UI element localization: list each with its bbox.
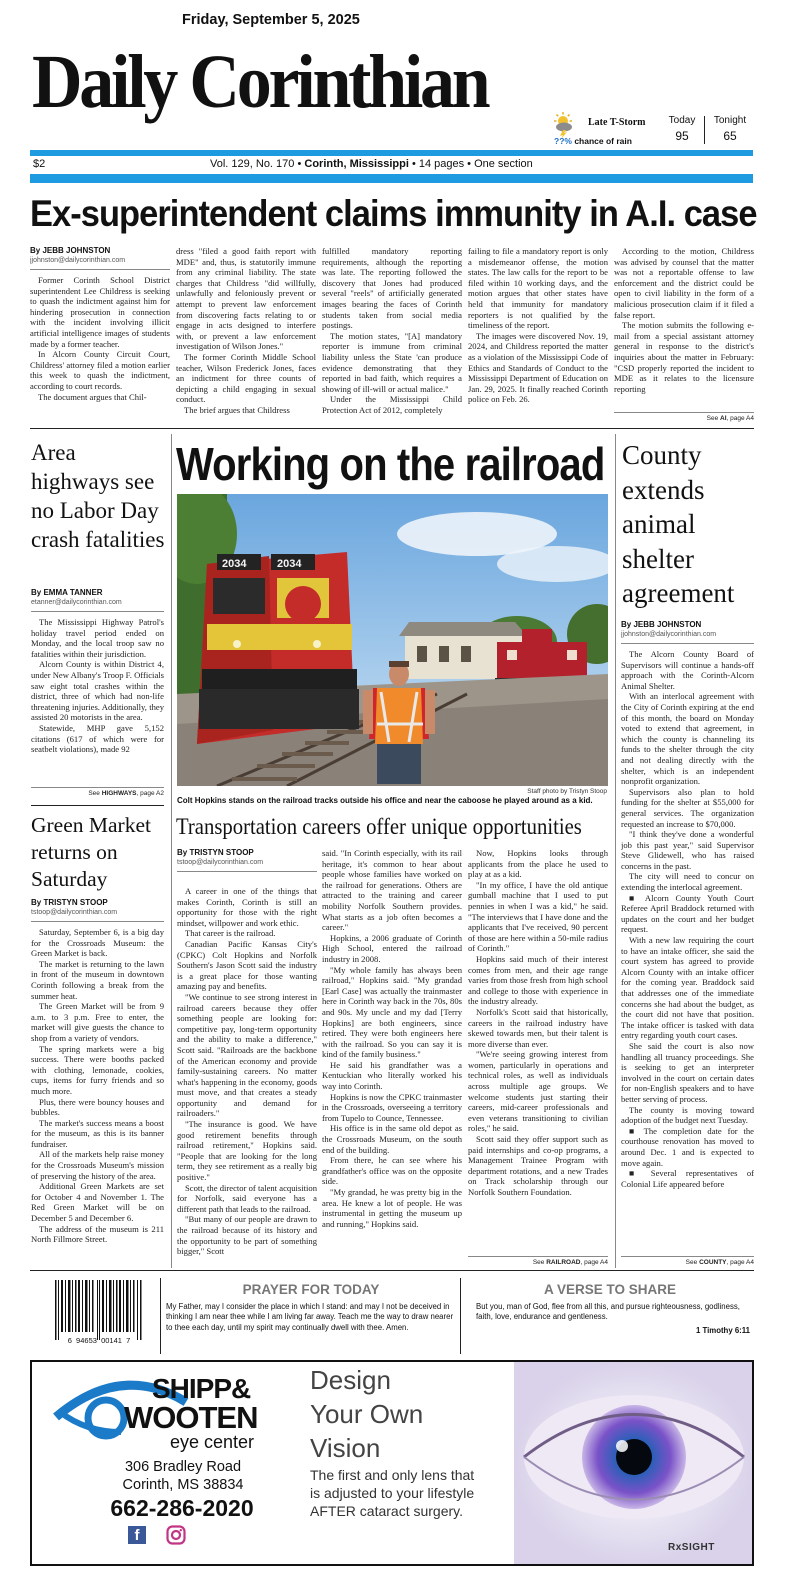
lead-col-5: According to the motion, Childress was advised by counsel that the matter was not a reportable offense to law enforcement and the district could be open to civil liability in the form of a malicious prosecution claim if it filed a false report. The motion submits the following e-mail from a special assistant attorney general in response to the district's inquiries about the matter in February: "CSD properly reported the incident to MDE as it relates to the licensure reporting bbox=[614, 246, 754, 394]
ad-tagline-3: AFTER cataract surgery. bbox=[310, 1503, 464, 1519]
volume-info: Vol. 129, No. 170 • bbox=[210, 158, 302, 170]
pages-info: • 14 pages • One section bbox=[411, 158, 533, 170]
barcode-digits: 6 94653 00141 7 bbox=[67, 1336, 131, 1345]
market-story: By TRISTYN STOOP tstoop@dailycorinthian.com Saturday, September 6, is a big day for the Crossroads Museum: the Green Market is back. The market is returning to the lawn in front of the museum in downtown Corinth following a break from the summer heat. The Green Market will be from 9 a.m. to 3 p.m. Free to enter, the market will give guests the chance to shop from a variety of vendors. The spring markets were a big success. There were booths packed with clothing, lemonade, cookies, cups, items for furry friends and so much more. Plus, there were bouncy houses and bubbles. The market's success means a boost for the museum, as this is its banner fundraiser. All of the markets help raise money for the Crossroads Museum's mission of preserving the history of the area. Additional Green Markets are set for October 4 and November 1. The Red Green Market will be on December 5 and December 6. The address of the museum is 211 North Fillmore Street. bbox=[31, 898, 164, 1245]
verse-reference: 1 Timothy 6:11 bbox=[695, 1326, 750, 1335]
sun-storm-icon bbox=[550, 112, 576, 138]
shelter-byline: By JEBB JOHNSTON bbox=[621, 620, 702, 629]
locomotive-number-right: 2034 bbox=[277, 558, 302, 570]
market-byline: By TRISTYN STOOP bbox=[31, 898, 108, 907]
railroad-photo-image bbox=[177, 494, 608, 786]
volume-line bbox=[210, 157, 533, 172]
lead-col-3: fulfilled mandatory reporting requirements, although the reporting was late. The reporting followed the discovery that Jones had produced several "reels" of artificially generated images bearing the faces of Corinth students taken from social media postings. The motion states, "[A] mandatory reporter is immune from criminal liability unless the State 'can produce evidence demonstrating that they reported in bad faith, which requires a showing of ill-will or actual malice." Under the Mississippi Child Protection Act of 2012, completely bbox=[322, 246, 462, 415]
lead-col1-text: Former Corinth School District superintendent Lee Childress is seeking to quash the indictment against him for hindering prosecution in connection with the incident involving illicit artificial intelligence images of students made by a former teacher. In Alcorn County Circuit Court, Childress' attorney filed a motion earlier this week to quash the indictment, according to court records. The document argues that Chil- bbox=[30, 275, 170, 402]
railroad-subheadline[interactable]: Transportation careers offer unique opportunities bbox=[176, 814, 582, 839]
weather-condition: Late T-Storm bbox=[588, 117, 646, 128]
ad-brand-line2: WOOTEN bbox=[124, 1400, 258, 1435]
ad-address-1: 306 Bradley Road bbox=[124, 1459, 242, 1475]
ad-phone[interactable]: 662-286-2020 bbox=[110, 1495, 254, 1521]
facebook-icon[interactable]: f bbox=[128, 1526, 146, 1544]
rain-percent: ??% bbox=[554, 136, 572, 146]
photo-credit: Staff photo by Tristyn Stoop bbox=[527, 788, 607, 795]
railroad-byline: By TRISTYN STOOP bbox=[177, 848, 254, 857]
ad-headline-2: Your Own bbox=[310, 1399, 424, 1429]
masthead-title: Daily Corinthian bbox=[32, 40, 488, 124]
rain-chance bbox=[554, 136, 632, 146]
lead-headline[interactable]: Ex-superintendent claims immunity in A.I. case bbox=[30, 193, 757, 234]
masthead-date: Friday, September 5, 2025 bbox=[182, 12, 360, 28]
highways-jump[interactable]: See HIGHWAYS, page A2 bbox=[31, 787, 164, 797]
ad-tagline-2: is adjusted to your lifestyle bbox=[310, 1485, 475, 1501]
today-label: Today bbox=[668, 115, 696, 126]
instagram-icon[interactable] bbox=[166, 1525, 186, 1545]
lead-col-1 bbox=[30, 246, 170, 418]
rain-label: chance of rain bbox=[574, 136, 632, 146]
highways-headline[interactable]: Area highways see no Labor Day crash fatalities bbox=[31, 440, 165, 552]
left-column-rule bbox=[171, 434, 172, 1268]
ad-headline-3: Vision bbox=[310, 1433, 381, 1463]
right-column-rule bbox=[615, 434, 616, 1268]
barcode bbox=[45, 1280, 153, 1352]
eye-artwork-image bbox=[514, 1362, 754, 1564]
ad-tagline-1: The first and only lens that bbox=[310, 1467, 475, 1483]
weather-divider bbox=[704, 116, 705, 144]
highways-story: By EMMA TANNER etanner@dailycorinthian.com The Mississippi Highway Patrol's holiday travel period ended on Monday, and the local troop saw no fatalities within their jurisdiction. Alcorn County is within District 4, under New Albany's Troop F. Officials saw eight total crashes within the district, three of which had non-life threatening injuries. Additionally, they assisted 20 motorists in the area. Statewide, MHP gave 5,152 citations (617 of which were for seatbelt violations), made 92 bbox=[31, 588, 164, 755]
prayer-title: PRAYER FOR TODAY bbox=[242, 1282, 380, 1297]
lead-jump[interactable]: See AI, page A4 bbox=[614, 412, 754, 422]
railroad-col-3: Now, Hopkins looks through applicants from the place he used to play at as a kid. "In my office, I have the old antique gumball machine that I used to put pennies in when I was a kid," he said. "The interviews that I have done and the applicants that I've received, 90 percent of those are here within a 50-mile radius of Corinth." Hopkins said much of their interest comes from men, and their age range varies from those fresh from high school and college to those with experience in the industry already. Norfolk's Scott said that historically, careers in the railroad industry have skewed towards men, but their talent is more diverse than ever. "We're seeing growing interest from women, particularly in operations and technical roles, as well as individuals across multiple age groups. We welcome students just starting their careers, mid-career professionals and even veterans transitioning to civilian roles," he said. Scott said they offer support such as paid internships and co-op programs, a Management Trainee Program with department rotations, and a new Trades on Track scholarship through our Norfolk Southern Foundation. bbox=[468, 848, 608, 1197]
shelter-jump[interactable]: See COUNTY, page A4 bbox=[621, 1256, 754, 1266]
railroad-headline[interactable]: Working on the railroad bbox=[176, 438, 605, 490]
lead-col-2: dress "filed a good faith report with MDE" and, thus, is statutorily immune from any criminal liability. The state charges that Childress "did willfully, unlawfully and feloniously prevent or attempt to prevent law enforcement from discovering facts relating to or engage in acts designed to interfere with, or prevent a law enforcement investigation of Wilson Jones." The former Corinth Middle School teacher, Wilson Frederick Jones, faces an indictment for three counts of depicting a child engaging in sexual conduct. The brief argues that Childress bbox=[176, 246, 316, 415]
highways-byline: By EMMA TANNER bbox=[31, 588, 103, 597]
rxsight-logo: RxSIGHT bbox=[668, 1542, 715, 1553]
ad-brand-line1: SHIPP& bbox=[152, 1373, 251, 1404]
verse-title: A VERSE TO SHARE bbox=[543, 1282, 677, 1297]
railroad-jump[interactable]: See RAILROAD, page A4 bbox=[468, 1256, 608, 1266]
today-temp: 95 bbox=[675, 129, 689, 143]
shelter-email[interactable]: jjohnston@dailycorinthian.com bbox=[621, 630, 754, 644]
verse-text: But you, man of God, flee from all this, and pursue righteousness, godliness, faith, love, endurance and gentleness. bbox=[476, 1302, 740, 1322]
photo-caption: Colt Hopkins stands on the railroad tracks outside his office and near the caboose he played around as a kid. bbox=[177, 796, 593, 805]
railroad-col-2: said. "In Corinth especially, with its rail heritage, it's common to hear about people whose families have worked on the railroad for generations. Others are attracted to the training and career mobility Norfolk Southern provides. What starts as a job often becomes a career." Hopkins, a 2006 graduate of Corinth High School, entered the railroad industry in 2008. "My whole family has always been railroad," Hopkins said. "My grandad [Earl Case] was actually the trainmaster here in Corinth way back in the 70s, 80s and 90s. My uncle and my dad [Terry Hopkins] are both engineers, since retired. They were both engineers here with the railroad. So you can say it is kind of the family business." He said his grandfather was a Kentuckian who literally worked his way into Corinth. Hopkins is now the CPKC trainmaster in the Crossroads, overseeing a territory from Tupelo to Counce, Tennessee. His office is in the same old depot as the Crossroads Museum, on the south end of the building. From there, he can see where his grandfather's office was on the opposite side. "My grandad, he was pretty big in the area. He knew a lot of people. He was instrumental in getting the museum up and running," Hopkins said. bbox=[322, 848, 462, 1229]
footer-top-rule bbox=[30, 1270, 754, 1271]
tonight-label: Tonight bbox=[713, 115, 747, 126]
shelter-headline[interactable]: County extends animal shelter agreement bbox=[622, 440, 735, 608]
ad-headline-1: Design bbox=[310, 1365, 391, 1395]
railroad-email[interactable]: tstoop@dailycorinthian.com bbox=[177, 858, 317, 872]
highways-bottom-rule bbox=[31, 805, 164, 806]
ad-address-2: Corinth, MS 38834 bbox=[122, 1477, 244, 1493]
prayer-text: My Father, may I consider the place in which I stand: and may I not be deceived in thinking I am near thee while I am living far away. Teach me the way to draw nearer to thee each day, until my spirit may continually dwell with thee. Amen. bbox=[166, 1302, 454, 1332]
eye-center-ad[interactable] bbox=[30, 1360, 754, 1566]
ad-brand-line3: eye center bbox=[170, 1432, 255, 1452]
barcode-bars bbox=[45, 1280, 153, 1340]
price: $2 bbox=[33, 158, 46, 170]
lead-bottom-rule bbox=[30, 428, 754, 429]
lead-byline: By JEBB JOHNSTON bbox=[30, 246, 111, 255]
locomotive-number-left: 2034 bbox=[222, 558, 247, 570]
city-name: Corinth, Mississippi bbox=[304, 158, 409, 170]
lead-col-4: failing to file a mandatory report is only a misdemeanor offense, the motion states. The law calls for the report to be filed within 10 working days, and the motion argues that other states have held that immunity for mandatory reporters is not qualified by the timeliness of the report. The images were discovered Nov. 19, 2024, and Childress reported the matter as a violation of the Mississippi Code of Ethics and Standards of Conduct to the Mississippi Department of Education on Jan. 29, 2025. It finally reached Corinth police on Feb. 26. bbox=[468, 246, 608, 405]
tonight-temp: 65 bbox=[723, 129, 737, 143]
market-headline[interactable]: Green Market returns on Saturday bbox=[31, 813, 151, 891]
railroad-col-1: By TRISTYN STOOP tstoop@dailycorinthian.com A career in one of the things that makes Corinth, Corinth is still an opportunity for those with the right mindset, willpower and work ethic. That career is the railroad. Canadian Pacific Kansas City's (CPKC) Colt Hopkins and Norfolk Southern's Jason Scott said the industry is a great place for those wanting amazing pay and benefits. "We continue to see strong interest in railroad careers because they offer something people are looking for: competitive pay, long-term opportunity and the ability to make a difference," Scott said. "Railroads are the backbone of the American economy and provide family-sustaining careers. No matter what's happening in the economy, goods must move, and that creates a steady opportunity and demand for railroaders." "The insurance is good. We have good retirement benefits through railroad retirement," Hopkins said. "People that are looking for the long term, they see retirement as a really big positive." Scott, the director of talent acquisition for Norfolk, said everyone has a different path that leads to the railroad. "But many of our people are drawn to the railroad because of its history and the opportunity to be part of something bigger," Scott bbox=[177, 848, 317, 1257]
footer-rule-2 bbox=[460, 1278, 461, 1354]
weather-widget bbox=[550, 112, 760, 152]
market-email[interactable]: tstoop@dailycorinthian.com bbox=[31, 908, 164, 922]
masthead-bottom-band bbox=[30, 174, 753, 183]
lead-email[interactable]: jjohnston@dailycorinthian.com bbox=[30, 256, 170, 270]
highways-email[interactable]: etanner@dailycorinthian.com bbox=[31, 598, 164, 612]
railroad-photo[interactable] bbox=[177, 494, 608, 786]
shelter-story: By JEBB JOHNSTON jjohnston@dailycorinthian.com The Alcorn County Board of Supervisors will continue a hands-off approach with the Corinth-Alcorn Animal Shelter. With an interlocal agreement with the City of Corinth expiring at the end of this month, the board on Monday voted to extend that agreement, in which the county is channeling its funds to the shelter through the city and not dealing directly with the shelter, which is an independent nonprofit organization. Supervisors also plan to hold funding for the shelter at $55,000 for general services. The organization requested an increase to $70,000. "I think they've done a wonderful job this past year," said Supervisor Steve Glidewell, who has raised concerns in the past. The city will need to concur on extending the interlocal agreement. ■ Alcorn County Youth Court Referee April Braddock returned with updates on the court and her budget request. With a new law requiring the court to have an intake officer, she said the court system has agreed to provide Alcorn County with an intake officer for the coming year. Braddock said that addresses one of the immediate concerns she had about the budget, as the court did not have that position. The intake officer is tasked with data entry regarding youth court cases. She said the court is also now handling all truancy proceedings. She is seeking to get an interpreter involved in the court on certain dates for non-English speakers and to have better serving of process. The county is moving toward adoption of the budget next Tuesday. ■ The completion date for the courthouse renovation has moved to around Dec. 1 and is expected to move again. ■ Several representatives of Colonial Life appeared before bbox=[621, 620, 754, 1189]
footer-rule-1 bbox=[160, 1278, 161, 1354]
masthead-top-band bbox=[30, 150, 753, 156]
